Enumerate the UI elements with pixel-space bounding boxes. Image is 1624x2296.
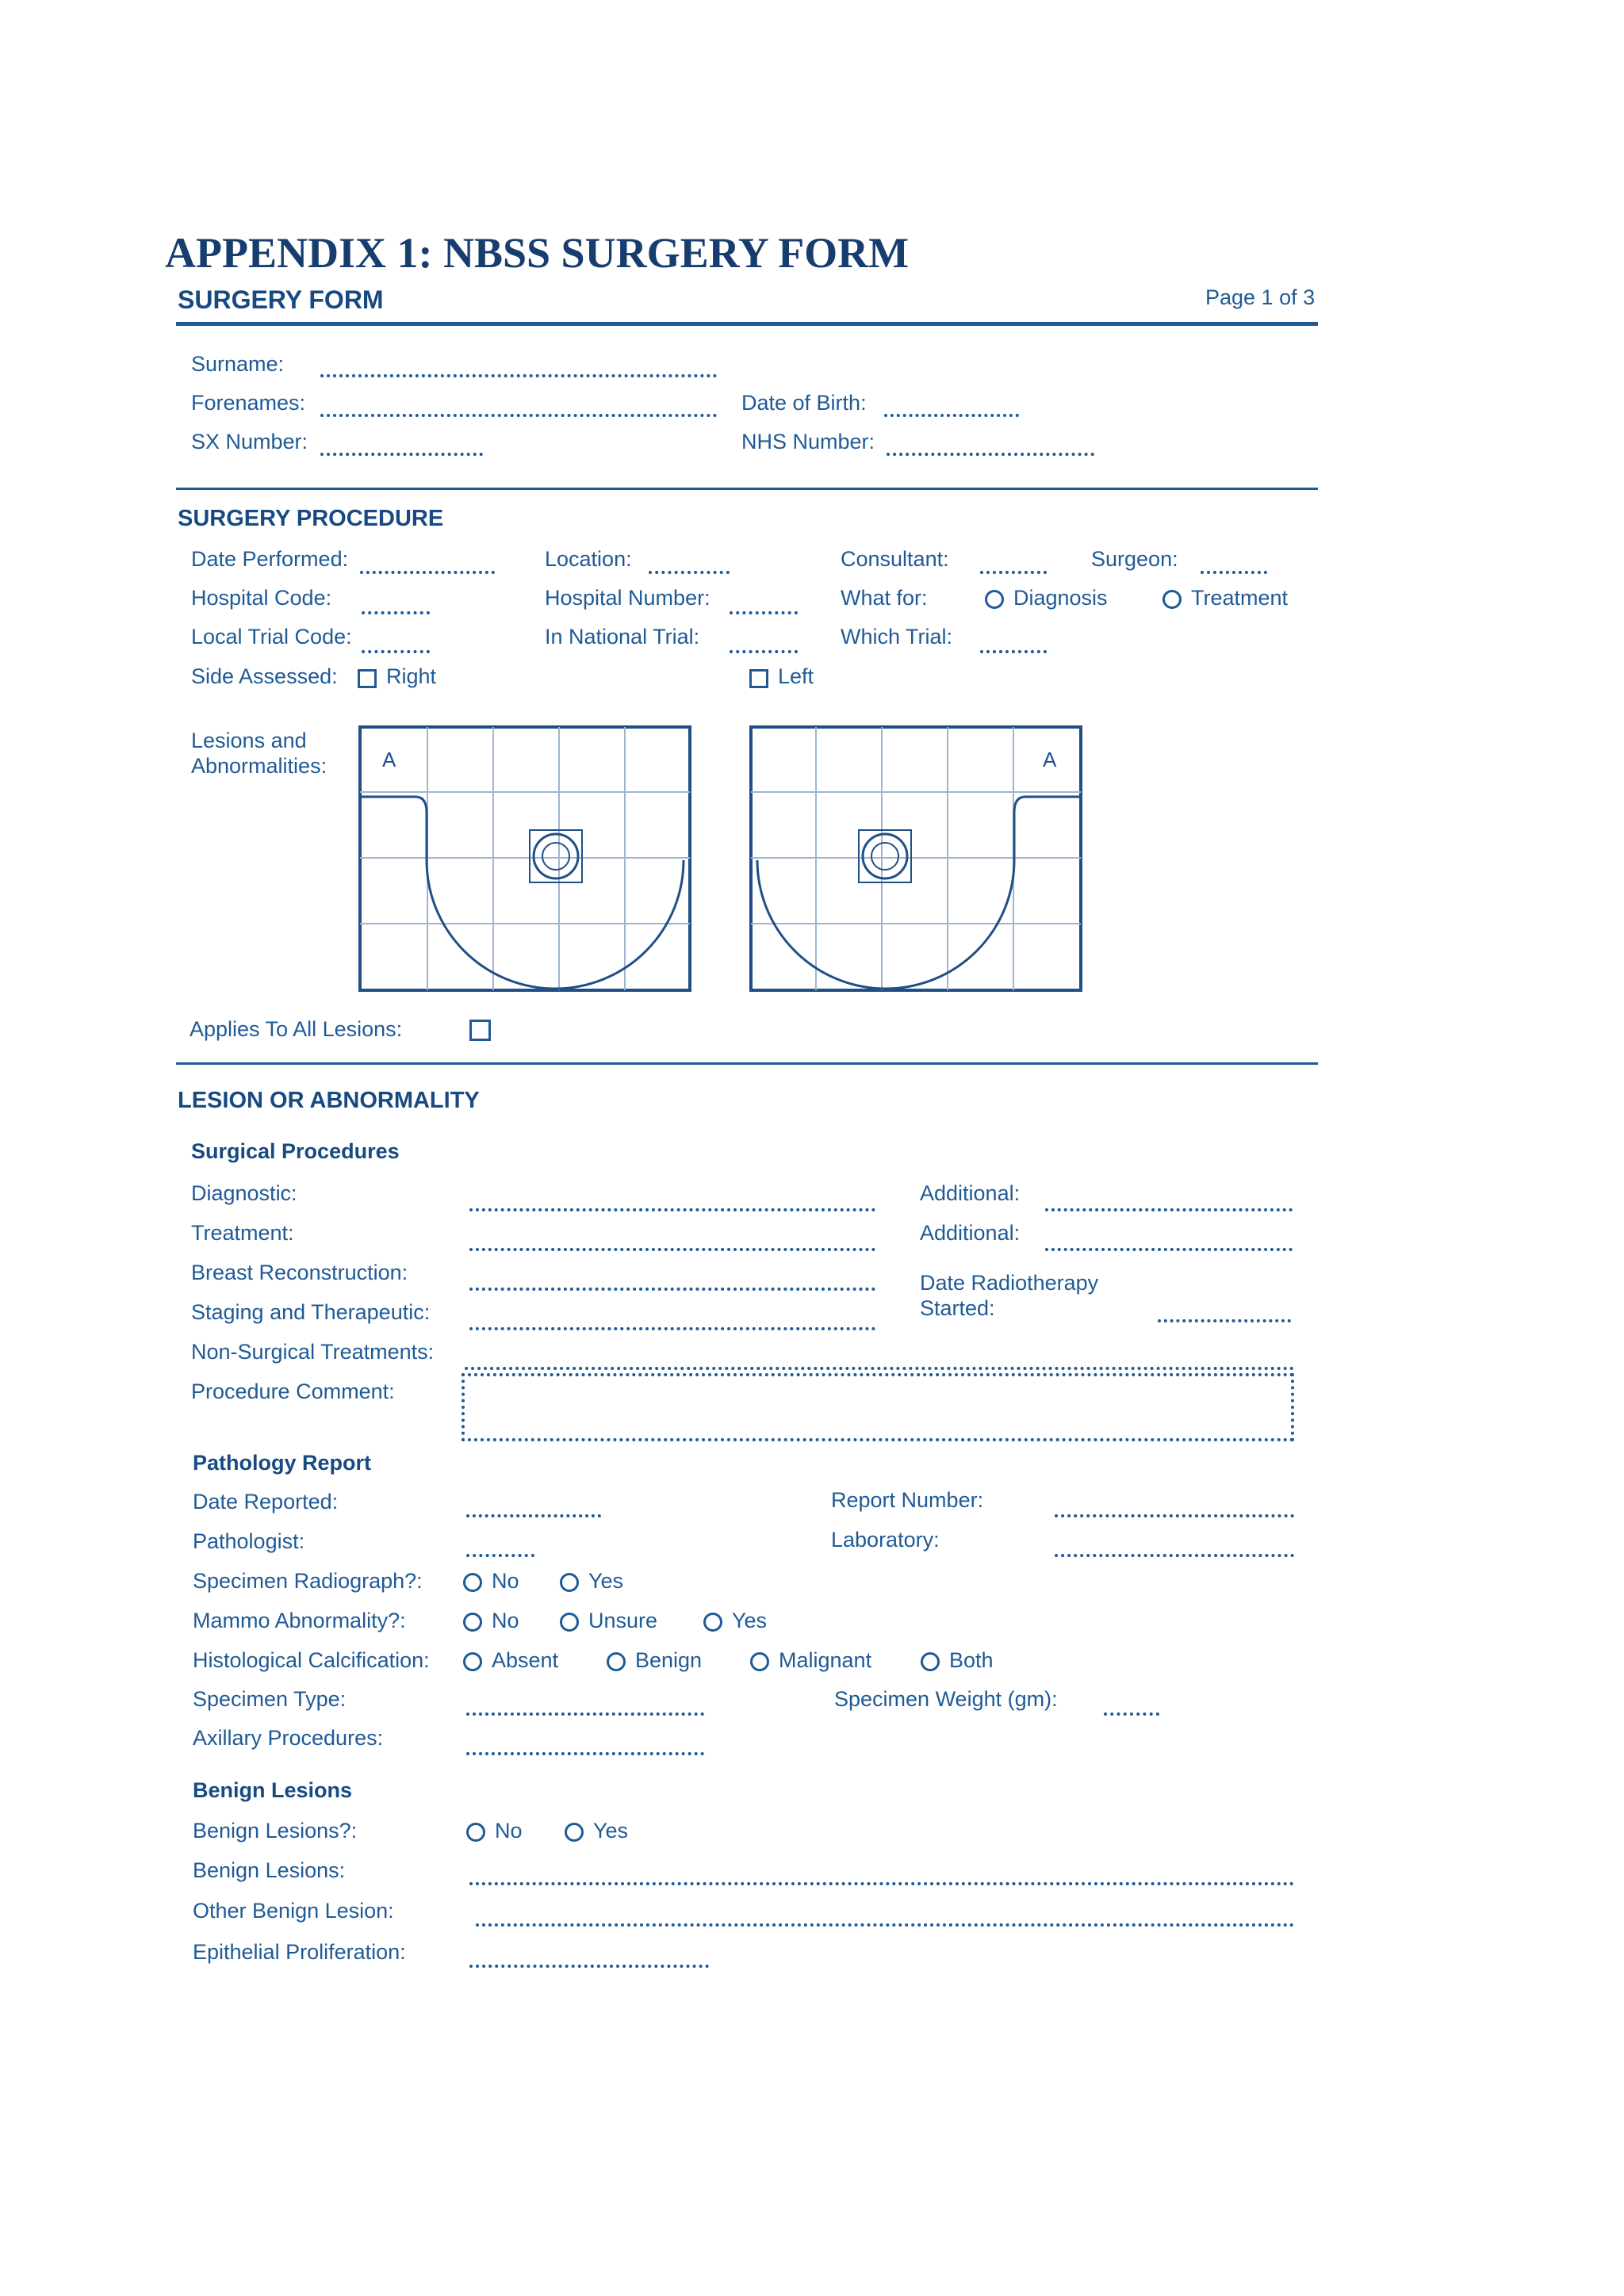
additional-label-1: Additional: (920, 1181, 1021, 1205)
additional-field-2[interactable] (1045, 1248, 1293, 1251)
radio-circle-icon (1162, 590, 1182, 609)
procedure-comment-box[interactable] (462, 1373, 1294, 1441)
mammo-abnormality-label: Mammo Abnormality?: (193, 1609, 406, 1632)
radio-circle-icon (463, 1613, 482, 1632)
date-reported-field[interactable] (466, 1514, 601, 1517)
applies-all-checkbox[interactable] (469, 1020, 500, 1041)
forenames-label: Forenames: (191, 391, 306, 415)
nhs-number-label: NHS Number: (741, 430, 875, 453)
sx-number-field[interactable] (320, 453, 483, 456)
calcification-malignant-radio[interactable]: Malignant (750, 1648, 871, 1673)
location-label: Location: (545, 547, 632, 571)
specimen-weight-label: Specimen Weight (gm): (834, 1687, 1058, 1711)
mammo-unsure-radio[interactable]: Unsure (560, 1609, 657, 1633)
breast-reconstruction-label: Breast Reconstruction: (191, 1261, 408, 1284)
procedure-comment-label: Procedure Comment: (191, 1380, 395, 1403)
diagnostic-label: Diagnostic: (191, 1181, 297, 1205)
radio-circle-icon (703, 1613, 722, 1632)
right-breast-diagram[interactable] (358, 725, 691, 992)
dob-label: Date of Birth: (741, 391, 867, 415)
axillary-procedures-field[interactable] (466, 1752, 704, 1755)
specimen-radiograph-no-radio[interactable]: No (463, 1569, 519, 1594)
mammo-no-radio[interactable]: No (463, 1609, 519, 1633)
benign-yes-radio[interactable]: Yes (565, 1819, 628, 1843)
which-trial-label: Which Trial: (841, 625, 953, 649)
appendix-title: APPENDIX 1: NBSS SURGERY FORM (165, 229, 910, 277)
report-number-field[interactable] (1055, 1514, 1294, 1517)
benign-lesions-field[interactable] (469, 1882, 1294, 1885)
surgical-procedures-heading: Surgical Procedures (191, 1139, 400, 1163)
checkbox-icon (749, 669, 768, 688)
radio-circle-icon (565, 1823, 584, 1842)
form-title: SURGERY FORM (178, 285, 384, 314)
left-breast-diagram[interactable] (749, 725, 1082, 992)
local-trial-code-field[interactable] (362, 650, 430, 653)
right-checkbox[interactable]: Right (358, 664, 436, 689)
epithelial-field[interactable] (469, 1965, 709, 1968)
breast-reconstruction-field[interactable] (469, 1288, 875, 1291)
consultant-label: Consultant: (841, 547, 949, 571)
radio-circle-icon (985, 590, 1004, 609)
diagnostic-field[interactable] (469, 1208, 875, 1211)
benign-q-label: Benign Lesions?: (193, 1819, 358, 1843)
radiotherapy-label-line2: Started: (920, 1296, 995, 1320)
radio-circle-icon (463, 1573, 482, 1592)
report-number-label: Report Number: (831, 1488, 984, 1512)
pathologist-label: Pathologist: (193, 1529, 305, 1553)
pathology-heading: Pathology Report (193, 1451, 372, 1475)
surgeon-label: Surgeon: (1091, 547, 1178, 571)
radio-circle-icon (560, 1613, 579, 1632)
dob-field[interactable] (884, 414, 1019, 417)
mammo-yes-radio[interactable]: Yes (703, 1609, 767, 1633)
surgery-procedure-heading: SURGERY PROCEDURE (178, 506, 444, 531)
page-indicator: Page 1 of 3 (1205, 285, 1316, 309)
lesions-label-line1: Lesions and (191, 729, 307, 752)
other-benign-label: Other Benign Lesion: (193, 1899, 394, 1923)
hospital-number-field[interactable] (730, 611, 798, 614)
hospital-code-label: Hospital Code: (191, 586, 332, 610)
nhs-number-field[interactable] (887, 453, 1094, 456)
date-reported-label: Date Reported: (193, 1490, 339, 1513)
radio-circle-icon (921, 1652, 940, 1671)
lesions-label-line2: Abnormalities: (191, 754, 327, 778)
staging-label: Staging and Therapeutic: (191, 1300, 431, 1324)
in-national-trial-field[interactable] (730, 650, 798, 653)
surgeon-field[interactable] (1201, 571, 1267, 574)
date-performed-field[interactable] (360, 571, 495, 574)
surname-label: Surname: (191, 352, 285, 376)
checkbox-icon (469, 1020, 491, 1041)
location-field[interactable] (649, 571, 730, 574)
diagram-marker: A (1043, 748, 1057, 771)
section-rule (176, 488, 1318, 490)
applies-all-label: Applies To All Lesions: (190, 1017, 403, 1041)
radio-circle-icon (560, 1573, 579, 1592)
specimen-type-label: Specimen Type: (193, 1687, 347, 1711)
epithelial-label: Epithelial Proliferation: (193, 1940, 406, 1964)
calcification-benign-radio[interactable]: Benign (607, 1648, 702, 1673)
calcification-absent-radio[interactable]: Absent (463, 1648, 558, 1673)
additional-label-2: Additional: (920, 1221, 1021, 1245)
treatment-label: Treatment: (191, 1221, 294, 1245)
consultant-field[interactable] (980, 571, 1047, 574)
radio-circle-icon (750, 1652, 769, 1671)
radio-circle-icon (607, 1652, 626, 1671)
sx-number-label: SX Number: (191, 430, 308, 453)
axillary-procedures-label: Axillary Procedures: (193, 1726, 384, 1750)
in-national-trial-label: In National Trial: (545, 625, 700, 649)
diagnosis-radio[interactable]: Diagnosis (985, 586, 1108, 610)
non-surgical-label: Non-Surgical Treatments: (191, 1340, 435, 1364)
hospital-number-label: Hospital Number: (545, 586, 710, 610)
other-benign-field[interactable] (476, 1923, 1294, 1927)
which-trial-field[interactable] (980, 650, 1047, 653)
specimen-type-field[interactable] (466, 1712, 704, 1716)
diagram-marker: A (382, 748, 396, 771)
staging-field[interactable] (469, 1327, 875, 1330)
header-rule (176, 322, 1318, 326)
laboratory-label: Laboratory: (831, 1528, 940, 1552)
local-trial-code-label: Local Trial Code: (191, 625, 352, 649)
radio-circle-icon (466, 1823, 485, 1842)
treatment-field[interactable] (469, 1248, 875, 1251)
treatment-radio[interactable]: Treatment (1162, 586, 1288, 610)
surname-field[interactable] (320, 374, 717, 377)
checkbox-icon (358, 669, 377, 688)
pathologist-field[interactable] (466, 1554, 534, 1557)
radiotherapy-label-line1: Date Radiotherapy (920, 1271, 1099, 1295)
non-surgical-field[interactable] (465, 1367, 1294, 1370)
hospital-code-field[interactable] (362, 611, 430, 614)
specimen-radiograph-yes-radio[interactable]: Yes (560, 1569, 623, 1594)
additional-field-1[interactable] (1045, 1208, 1293, 1211)
date-performed-label: Date Performed: (191, 547, 349, 571)
what-for-label: What for: (841, 586, 928, 610)
specimen-weight-field[interactable] (1104, 1712, 1159, 1716)
lesion-heading: LESION OR ABNORMALITY (178, 1088, 480, 1113)
left-checkbox[interactable]: Left (749, 664, 814, 689)
radiotherapy-date-field[interactable] (1158, 1319, 1291, 1322)
forenames-field[interactable] (320, 414, 717, 417)
side-assessed-label: Side Assessed: (191, 664, 338, 688)
benign-lesions-label: Benign Lesions: (193, 1858, 346, 1882)
specimen-radiograph-label: Specimen Radiograph?: (193, 1569, 423, 1593)
histological-calcification-label: Histological Calcification: (193, 1648, 430, 1672)
laboratory-field[interactable] (1055, 1554, 1294, 1557)
benign-lesions-heading: Benign Lesions (193, 1778, 353, 1802)
section-rule (176, 1062, 1318, 1065)
calcification-both-radio[interactable]: Both (921, 1648, 994, 1673)
radio-circle-icon (463, 1652, 482, 1671)
benign-no-radio[interactable]: No (466, 1819, 523, 1843)
